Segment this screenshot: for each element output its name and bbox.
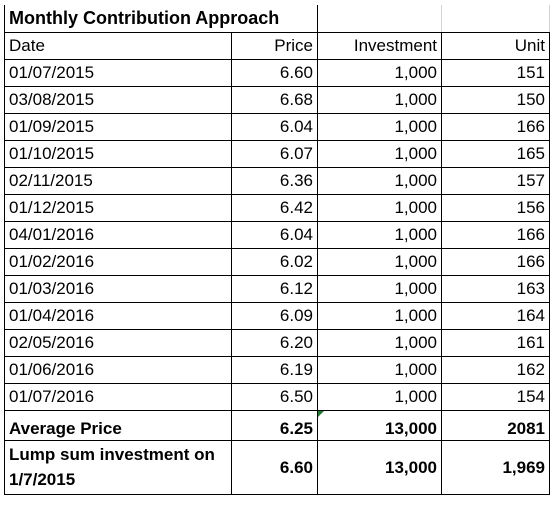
table-row [5,59,550,86]
table-row [5,275,550,302]
unit-cell[interactable]: 154 [442,383,550,410]
table-row [5,329,550,356]
lump-sum-row [5,440,550,494]
title-row [5,5,550,32]
date-cell[interactable]: 01/12/2015 [5,194,232,221]
price-cell[interactable]: 6.60 [232,59,318,86]
date-cell[interactable]: 01/07/2015 [5,59,232,86]
header-date[interactable]: Date [5,32,232,59]
price-cell[interactable]: 6.12 [232,275,318,302]
date-cell[interactable]: 01/04/2016 [5,302,232,329]
header-price[interactable]: Price [232,32,318,59]
table-row [5,194,550,221]
investment-cell[interactable]: 1,000 [318,329,442,356]
unit-cell[interactable]: 166 [442,248,550,275]
unit-cell[interactable]: 157 [442,167,550,194]
price-cell[interactable]: 6.50 [232,383,318,410]
date-cell[interactable]: 02/05/2016 [5,329,232,356]
table-row [5,140,550,167]
table-row [5,86,550,113]
spreadsheet [4,5,549,495]
unit-cell[interactable]: 165 [442,140,550,167]
investment-cell[interactable]: 1,000 [318,113,442,140]
unit-cell[interactable]: 151 [442,59,550,86]
price-cell[interactable]: 6.68 [232,86,318,113]
price-cell[interactable]: 6.09 [232,302,318,329]
average-row [5,410,550,440]
price-cell[interactable]: 6.19 [232,356,318,383]
investment-cell[interactable]: 1,000 [318,221,442,248]
table-row [5,113,550,140]
date-cell[interactable]: 04/01/2016 [5,221,232,248]
average-unit[interactable]: 2081 [442,410,550,440]
table-row [5,248,550,275]
price-cell[interactable]: 6.42 [232,194,318,221]
price-cell[interactable]: 6.04 [232,221,318,248]
table-row [5,167,550,194]
average-label[interactable]: Average Price [5,410,232,440]
unit-cell[interactable]: 150 [442,86,550,113]
unit-cell[interactable]: 164 [442,302,550,329]
table-row [5,221,550,248]
price-cell[interactable]: 6.36 [232,167,318,194]
header-investment[interactable]: Investment [318,32,442,59]
lump-sum-unit[interactable]: 1,969 [442,440,550,494]
investment-cell[interactable]: 1,000 [318,248,442,275]
date-cell[interactable]: 01/06/2016 [5,356,232,383]
comment-indicator-icon [318,411,324,417]
investment-cell[interactable]: 1,000 [318,302,442,329]
investment-cell[interactable]: 1,000 [318,356,442,383]
lump-sum-label[interactable]: Lump sum investment on 1/7/2015 [5,440,232,494]
header-unit[interactable]: Unit [442,32,550,59]
investment-cell[interactable]: 1,000 [318,383,442,410]
average-price[interactable]: 6.25 [232,410,318,440]
investment-cell[interactable]: 1,000 [318,167,442,194]
unit-cell[interactable]: 162 [442,356,550,383]
header-row [5,32,550,59]
investment-cell[interactable]: 1,000 [318,86,442,113]
date-cell[interactable]: 01/09/2015 [5,113,232,140]
investment-cell[interactable]: 1,000 [318,275,442,302]
table-row [5,302,550,329]
empty-cell[interactable] [318,5,442,32]
table-row [5,356,550,383]
lump-sum-investment[interactable]: 13,000 [318,440,442,494]
unit-cell[interactable]: 156 [442,194,550,221]
price-cell[interactable]: 6.02 [232,248,318,275]
investment-cell[interactable]: 1,000 [318,140,442,167]
date-cell[interactable]: 01/02/2016 [5,248,232,275]
price-cell[interactable]: 6.20 [232,329,318,356]
date-cell[interactable]: 03/08/2015 [5,86,232,113]
lump-sum-price[interactable]: 6.60 [232,440,318,494]
investment-cell[interactable]: 1,000 [318,59,442,86]
price-cell[interactable]: 6.04 [232,113,318,140]
price-cell[interactable]: 6.07 [232,140,318,167]
unit-cell[interactable]: 166 [442,221,550,248]
date-cell[interactable]: 01/07/2016 [5,383,232,410]
unit-cell[interactable]: 166 [442,113,550,140]
sheet-title[interactable]: Monthly Contribution Approach [5,5,318,32]
average-investment[interactable]: 13,000 [318,410,442,440]
date-cell[interactable]: 01/03/2016 [5,275,232,302]
date-cell[interactable]: 01/10/2015 [5,140,232,167]
table-row [5,383,550,410]
empty-cell[interactable] [442,5,550,32]
contribution-table [4,5,550,495]
unit-cell[interactable]: 163 [442,275,550,302]
unit-cell[interactable]: 161 [442,329,550,356]
investment-cell[interactable]: 1,000 [318,194,442,221]
date-cell[interactable]: 02/11/2015 [5,167,232,194]
